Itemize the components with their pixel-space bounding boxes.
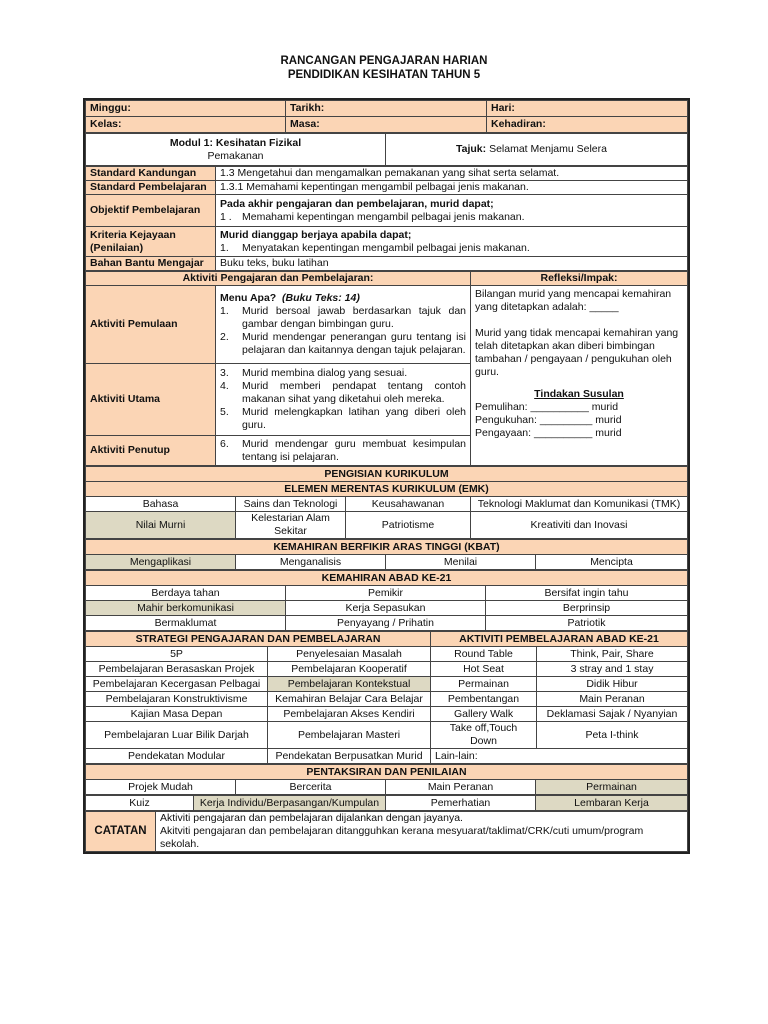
abad-item: Pemikir — [286, 586, 486, 601]
aktiviti-item: Gallery Walk — [431, 707, 537, 722]
kurikulum-head: PENGISIAN KURIKULUM — [86, 467, 688, 482]
strategi-table — [85, 631, 688, 764]
modul-label: Modul 1: Kesihatan Fizikal — [169, 136, 302, 149]
emk-item: Nilai Murni — [86, 512, 236, 539]
refleksi-head: Refleksi/Impak: — [471, 272, 688, 286]
kbat-head: KEMAHIRAN BERFIKIR ARAS TINGGI (KBAT) — [86, 540, 688, 555]
text: Murid membina dialog yang sesuai. — [242, 367, 408, 379]
text: Menyatakan kepentingan mengambil pelbagai jenis makanan. — [242, 241, 530, 254]
strategi-item: Pembelajaran Kooperatif — [268, 662, 431, 677]
aktiviti-item: Peta I-think — [537, 722, 688, 749]
abad-aktiviti-head: AKTIVITI PEMBELAJARAN ABAD KE-21 — [431, 632, 688, 647]
refleksi-2: Murid yang tidak mencapai kemahiran yang telah ditetapkan akan diberi bimbingan tambahan / pengayaan / pengukuhan oleh guru. — [475, 327, 679, 378]
refleksi-cell — [471, 286, 688, 466]
tarikh-field: Tarikh: — [286, 101, 487, 117]
pengukuhan-line: Pengukuhan: _________ murid — [475, 414, 622, 426]
aktiviti-item: Take off,Touch Down — [431, 722, 537, 749]
modul-cell — [86, 134, 386, 166]
modul-sub: Pemakanan — [207, 149, 264, 162]
aktiviti-item: Pembentangan — [431, 692, 537, 707]
kbat-item: Mengaplikasi — [86, 555, 236, 570]
strategi-item: Penyelesaian Masalah — [268, 647, 431, 662]
pentaksiran-item: Lembaran Kerja — [536, 796, 688, 811]
tajuk-label: Tajuk: — [456, 143, 487, 155]
utama-label: Aktiviti Utama — [86, 364, 216, 436]
minggu-field: Minggu: — [86, 101, 286, 117]
emk-item: Bahasa — [86, 497, 236, 512]
text: Memahami kepentingan mengambil pelbagai jenis makanan. — [242, 210, 525, 223]
pentaksiran-item: Bercerita — [236, 780, 386, 795]
penutup-label: Aktiviti Penutup — [86, 436, 216, 466]
pengayaan-line: Pengayaan: __________ murid — [475, 427, 622, 439]
kelas-field: Kelas: — [86, 117, 286, 133]
tajuk-value: Selamat Menjamu Selera — [489, 143, 607, 155]
catatan-line-1: Aktiviti pengajaran dan pembelajaran dijalankan dengan jayanya. — [160, 812, 463, 824]
catatan-cell — [156, 812, 688, 852]
text: Kriteria Kejayaan — [90, 228, 176, 241]
activity-item — [220, 438, 466, 464]
strategi-item: Pembelajaran Masteri — [268, 722, 431, 749]
kk-label — [86, 227, 216, 257]
op-label: Objektif Pembelajaran — [86, 195, 216, 227]
abad-item: Kerja Sepasukan — [286, 601, 486, 616]
strategi-item: Pembelajaran Berasaskan Projek — [86, 662, 268, 677]
strategi-item: Pembelajaran Luar Bilik Darjah — [86, 722, 268, 749]
utama-cell — [216, 364, 471, 436]
modul-table — [85, 133, 688, 166]
emk-item: Keusahawanan — [346, 497, 471, 512]
sp-value: 1.3.1 Memahami kepentingan mengambil pelbagai jenis makanan. — [216, 181, 688, 195]
text: 5. — [220, 406, 229, 418]
pentaksiran-table-2 — [85, 795, 688, 811]
activity-item — [220, 406, 466, 432]
aktiviti-item: 3 stray and 1 stay — [537, 662, 688, 677]
strategi-item: Kemahiran Belajar Cara Belajar — [268, 692, 431, 707]
op-cell — [216, 195, 688, 227]
pentaksiran-head: PENTAKSIRAN DAN PENILAIAN — [86, 765, 688, 780]
text: 1. — [220, 241, 229, 254]
text: 1. — [220, 305, 229, 317]
text: 3. — [220, 367, 229, 379]
tajuk-cell — [386, 134, 688, 166]
strategi-item: Pendekatan Modular — [86, 749, 268, 764]
tindakan-susulan: Tindakan Susulan — [534, 388, 624, 400]
emk-item: Kelestarian Alam Sekitar — [236, 512, 346, 539]
kbat-item: Menganalisis — [236, 555, 386, 570]
sk-value: 1.3 Mengetahui dan mengamalkan pemakanan yang sihat serta selamat. — [216, 167, 688, 181]
aktiviti-item: Permainan — [431, 677, 537, 692]
aktiviti-item: Didik Hibur — [537, 677, 688, 692]
refleksi-1: Bilangan murid yang mencapai kemahiran yang ditetapkan adalah: _____ — [475, 288, 672, 313]
sk-label: Standard Kandungan — [86, 167, 216, 181]
kehadiran-field: Kehadiran: — [487, 117, 688, 133]
pentaksiran-table — [85, 764, 688, 795]
text: Menu Apa? — [220, 292, 277, 304]
catatan-label: CATATAN — [86, 812, 156, 852]
abad-item: Berdaya tahan — [86, 586, 286, 601]
activity-item — [220, 331, 466, 357]
op-head: Pada akhir pengajaran dan pembelajaran, murid dapat; — [220, 197, 494, 210]
emk-head: ELEMEN MERENTAS KURIKULUM (EMK) — [86, 482, 688, 497]
doc-title: RANCANGAN PENGAJARAN HARIAN — [280, 55, 488, 67]
kk-head: Murid dianggap berjaya apabila dapat; — [220, 228, 412, 241]
standard-table — [85, 166, 688, 271]
doc-subtitle: PENDIDIKAN KESIHATAN TAHUN 5 — [287, 69, 481, 81]
emk-table — [85, 466, 688, 539]
emk-item: Teknologi Maklumat dan Komunikasi (TMK) — [471, 497, 688, 512]
activity-item — [220, 305, 466, 331]
text: Murid mendengar guru membuat kesimpulan tentang isi pelajaran. — [242, 437, 467, 463]
sp-label: Standard Pembelajaran — [86, 181, 216, 195]
emk-item: Sains dan Teknologi — [236, 497, 346, 512]
aktiviti-item: Lain-lain: — [431, 749, 688, 764]
abad-head: KEMAHIRAN ABAD KE-21 — [86, 571, 688, 586]
aktiviti-item: Round Table — [431, 647, 537, 662]
strategi-item: Pembelajaran Akses Kendiri — [268, 707, 431, 722]
text: (Penilaian) — [90, 241, 144, 254]
strategi-item: Pembelajaran Kecergasan Pelbagai — [86, 677, 268, 692]
masa-field: Masa: — [286, 117, 487, 133]
menu-line — [220, 292, 466, 305]
lesson-plan-sheet — [83, 98, 690, 854]
kbat-item: Menilai — [386, 555, 536, 570]
emk-item: Patriotisme — [346, 512, 471, 539]
strategi-item: Pendekatan Berpusatkan Murid — [268, 749, 431, 764]
bbm-label: Bahan Bantu Mengajar — [86, 257, 216, 271]
text: 2. — [220, 331, 229, 343]
header-table — [85, 100, 688, 133]
activity-item — [220, 367, 466, 380]
aktiviti-head: Aktiviti Pengajaran dan Pembelajaran: — [86, 272, 471, 286]
text: 4. — [220, 380, 229, 392]
kk-cell — [216, 227, 688, 257]
penutup-cell — [216, 436, 471, 466]
op-item — [220, 211, 683, 224]
catatan-line-2: Akitviti pengajaran dan pembelajaran ditangguhkan kerana mesyuarat/taklimat/CRK/cuti umum/program sekolah. — [160, 825, 644, 850]
aktiviti-item: Hot Seat — [431, 662, 537, 677]
abad-item: Berprinsip — [486, 601, 688, 616]
pentaksiran-item: Kuiz — [86, 796, 194, 811]
abad-item: Patriotik — [486, 616, 688, 631]
permulaan-label: Aktiviti Pemulaan — [86, 286, 216, 364]
permulaan-cell — [216, 286, 471, 364]
text: Murid bersoal jawab berdasarkan tajuk dan gambar dengan bimbingan guru. — [242, 305, 467, 330]
aktiviti-item: Think, Pair, Share — [537, 647, 688, 662]
aktiviti-item: Main Peranan — [537, 692, 688, 707]
strategi-head: STRATEGI PENGAJARAN DAN PEMBELAJARAN — [86, 632, 431, 647]
strategi-item: Pembelajaran Kontekstual — [268, 677, 431, 692]
strategi-item: Kajian Masa Depan — [86, 707, 268, 722]
kbat-item: Mencipta — [536, 555, 688, 570]
text: (Buku Teks: 14) — [282, 292, 360, 304]
strategi-item: Pembelajaran Konstruktivisme — [86, 692, 268, 707]
bbm-value: Buku teks, buku latihan — [216, 257, 688, 271]
abad-item: Bersifat ingin tahu — [486, 586, 688, 601]
text: 6. — [220, 437, 229, 450]
abad-item: Penyayang / Prihatin — [286, 616, 486, 631]
abad-item: Bermaklumat — [86, 616, 286, 631]
strategi-item: 5P — [86, 647, 268, 662]
pentaksiran-item: Kerja Individu/Berpasangan/Kumpulan — [194, 796, 386, 811]
activity-item — [220, 380, 466, 406]
emk-item: Kreativiti dan Inovasi — [471, 512, 688, 539]
text: Murid mendengar penerangan guru tentang isi pelajaran dan kaitannya dengan tajuk pelajaran. — [242, 331, 467, 356]
abad-item: Mahir berkomunikasi — [86, 601, 286, 616]
catatan-table — [85, 811, 688, 852]
text: Murid melengkapkan latihan yang diberi oleh guru. — [242, 406, 467, 431]
text: 1 . — [220, 210, 232, 223]
hari-field: Hari: — [487, 101, 688, 117]
kbat-table — [85, 539, 688, 570]
text: Murid memberi pendapat tentang contoh makanan sihat yang diketahui oleh mereka. — [242, 380, 467, 405]
aktiviti-table — [85, 271, 688, 466]
kk-item — [220, 242, 683, 255]
pentaksiran-item: Main Peranan — [386, 780, 536, 795]
aktiviti-item: Deklamasi Sajak / Nyanyian — [537, 707, 688, 722]
abad-table — [85, 570, 688, 631]
pentaksiran-item: Pemerhatian — [386, 796, 536, 811]
pemulihan-line: Pemulihan: __________ murid — [475, 401, 619, 413]
pentaksiran-item: Permainan — [536, 780, 688, 795]
pentaksiran-item: Projek Mudah — [86, 780, 236, 795]
